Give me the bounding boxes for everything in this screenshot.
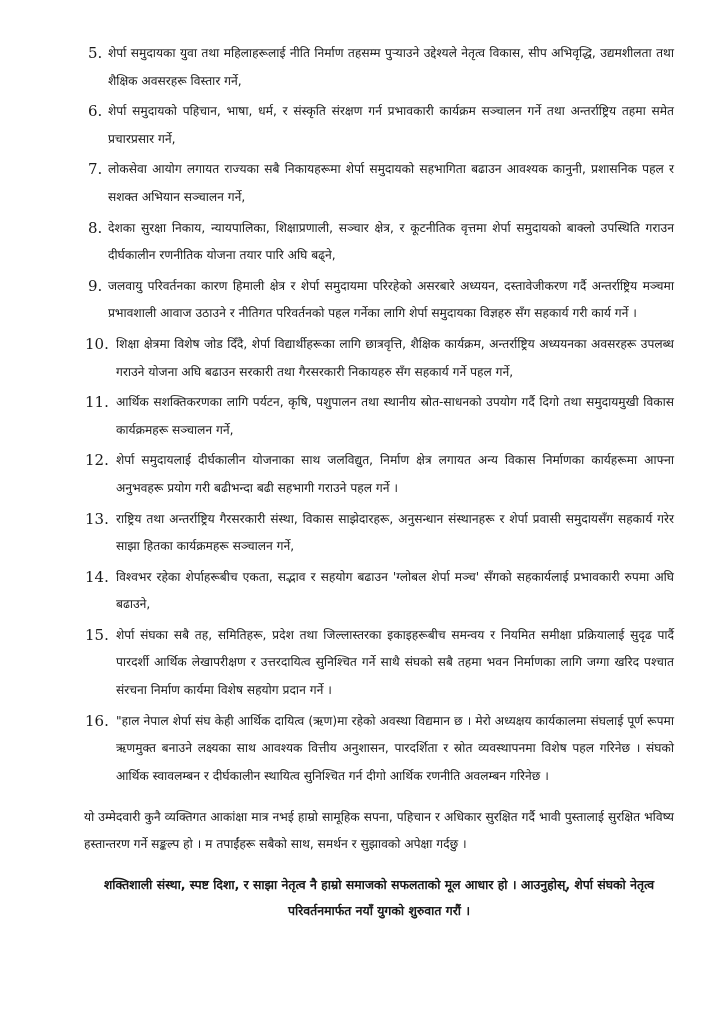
list-item — [88, 156, 674, 211]
item-number: 15. — [85, 625, 109, 644]
item-text: राष्ट्रिय तथा अन्तर्राष्ट्रिय गैरसरकारी संस्था, विकास साझेदारहरू, अनुसन्धान संस्थानहरू र शेर्पा प्रवासी समुदायसँग सहकार्य गरेर साझा हितका कार्यक्रमहरू सञ्चालन गर्ने, — [116, 511, 674, 554]
list-item — [85, 708, 674, 791]
item-text: "हाल नेपाल शेर्पा संघ केही आर्थिक दायित्व (ऋण)मा रहेको अवस्था विद्यमान छ । मेरो अध्यक्षय कार्यकालमा संघलाई पूर्ण रूपमा ऋणमुक्त बनाउने लक्ष्यका साथ आवश्यक वित्तीय अनुशासन, पारदर्शिता र स्रोत व्यवस्थापनमा विशेष पहल गरिनेछ । संघको आर्थिक स्वावलम्बन र दीर्घकालीन स्थायित्व सुनिश्चित गर्न दीगो आर्थिक रणनीति अवलम्बन गरिनेछ । — [116, 713, 674, 783]
closing-paragraph: यो उम्मेदवारी कुनै व्यक्तिगत आकांक्षा मात्र नभई हाम्रो सामूहिक सपना, पहिचान र अधिकार सुरक्षित गर्दै भावी पुस्तालाई सुरक्षित भविष्य हस्तान्तरण गर्ने सङ्कल्प हो । म तपाईंहरू सबैको साथ, समर्थन र सुझावको अपेक्षा गर्दछु । — [84, 810, 674, 852]
list-item — [85, 622, 674, 705]
item-number: 14. — [85, 567, 109, 586]
list-item — [88, 98, 674, 153]
item-text: शेर्पा संघका सबै तह, समितिहरू, प्रदेश तथा जिल्लास्तरका इकाइहरूबीच समन्वय र नियमित समीक्षा प्रक्रियालाई सुदृढ पार्दै पारदर्शी आर्थिक लेखापरीक्षण र उत्तरदायित्व सुनिश्चित गर्ने साथै संघको सबै तहमा भवन निर्माणका लागि जग्गा खरिद पश्चात संरचना निर्माण कार्यमा विशेष सहयोग प्रदान गर्ने । — [116, 627, 674, 698]
list-item — [85, 389, 674, 444]
list-item — [88, 215, 674, 270]
item-text: शेर्पा समुदायका युवा तथा महिलाहरूलाई नीति निर्माण तहसम्म पुऱ्याउने उद्देश्यले नेतृत्व विकास, सीप अभिवृद्धि, उद्यमशीलता तथा शैक्षिक अवसरहरू विस्तार गर्ने, — [108, 46, 674, 88]
item-number: 6. — [88, 102, 103, 121]
item-number: 10. — [85, 334, 109, 353]
item-number: 12. — [85, 451, 109, 470]
item-text: शिक्षा क्षेत्रमा विशेष जोड दिँदै, शेर्पा विद्यार्थीहरूका लागि छात्रवृत्ति, शैक्षिक कार्यक्रम, अन्तर्राष्ट्रिय अध्ययनका अवसरहरू उपलब्ध गराउने योजना अघि बढाउन सरकारी तथा गैरसरकारी निकायहरु सँग सहकार्य गर्ने पहल गर्ने, — [116, 336, 674, 379]
item-number: 13. — [85, 509, 109, 528]
item-text: जलवायु परिवर्तनका कारण हिमाली क्षेत्र र शेर्पा समुदायमा परिरहेको असरबारे अध्ययन, दस्तावेजीकरण गर्दै अन्तर्राष्ट्रिय मञ्चमा प्रभावशाली आवाज उठाउने र नीतिगत परिवर्तनको पहल गर्नेका लागि शेर्पा समुदायका विज्ञहरु सँग सहकार्य गरी कार्य गर्ने । — [108, 278, 674, 321]
item-number: 9. — [88, 276, 103, 295]
item-number: 8. — [88, 218, 103, 237]
list-item — [88, 273, 674, 328]
list-item — [88, 40, 674, 95]
item-number: 7. — [88, 160, 103, 179]
item-number: 16. — [85, 711, 109, 730]
item-text: विश्वभर रहेका शेर्पाहरूबीच एकता, सद्भाव र सहयोग बढाउन 'ग्लोबल शेर्पा मञ्च' सँगको सहकार्यलाई प्रभावकारी रुपमा अघि बढाउने, — [116, 569, 674, 612]
list-item — [85, 447, 674, 502]
item-text: शेर्पा समुदायको पहिचान, भाषा, धर्म, र संस्कृति संरक्षण गर्न प्रभावकारी कार्यक्रम सञ्चालन गर्ने तथा अन्तर्राष्ट्रिय तहमा समेत प्रचारप्रसार गर्ने, — [108, 104, 674, 146]
item-text: लोकसेवा आयोग लगायत राज्यका सबै निकायहरूमा शेर्पा समुदायको सहभागिता बढाउन आवश्यक कानुनी, प्रशासनिक पहल र सशक्त अभियान सञ्चालन गर्ने, — [108, 162, 674, 204]
item-text: आर्थिक सशक्तिकरणका लागि पर्यटन, कृषि, पशुपालन तथा स्थानीय स्रोत-साधनको उपयोग गर्दै दिगो तथा समुदायमुखी विकास कार्यक्रमहरू सञ्चालन गर्ने, — [116, 395, 674, 437]
list-item — [85, 506, 674, 561]
item-text: शेर्पा समुदायलाई दीर्घकालीन योजनाका साथ जलविद्युत, निर्माण क्षेत्र लगायत अन्य विकास निर्माणका कार्यहरूमा आफ्ना अनुभवहरू प्रयोग गरी बढीभन्दा बढी सहभागी गराउने पहल गर्ने । — [116, 453, 674, 495]
item-number: 11. — [85, 393, 109, 412]
item-number: 5. — [88, 44, 103, 62]
commitment-list — [85, 40, 674, 790]
list-item — [85, 564, 674, 619]
list-item — [85, 331, 674, 386]
slogan: शक्तिशाली संस्था, स्पष्ट दिशा, र साझा नेतृत्व नै हाम्रो समाजको सफलताको मूल आधार हो । आउनुहोस्, शेर्पा संघको नेतृत्व परिवर्तनमार्फत नयाँ युगको शुरुवात गरौं । — [103, 877, 655, 919]
item-text: देशका सुरक्षा निकाय, न्यायपालिका, शिक्षाप्रणाली, सञ्चार क्षेत्र, र कूटनीतिक वृत्तमा शेर्पा समुदायको बाक्लो उपस्थिति गराउन दीर्घकालीन रणनीतिक योजना तयार पारि अघि बढ्ने, — [108, 220, 674, 263]
